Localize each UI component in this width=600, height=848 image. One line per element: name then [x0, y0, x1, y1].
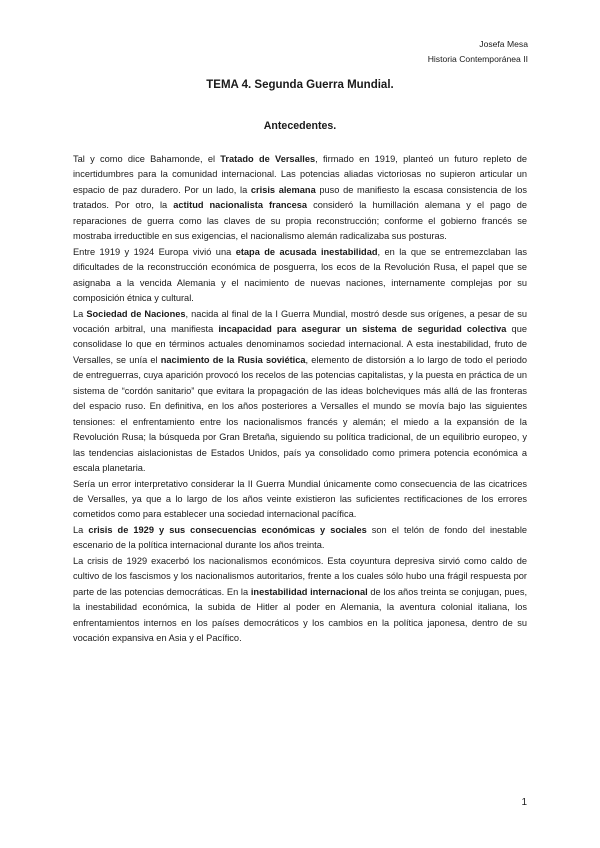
paragraph-text: de los años treinta se conjugan, pues, la inestabilidad económica, la subida de Hitler al poder en Alemania, la aventura colonial italiana, los enfrentamientos internos en los países democráticos y los cambios en la política japonesa, dentro de su vocación expansiva en Asia y el Pacífico. — [73, 586, 528, 644]
header-course: Historia Contemporánea II — [427, 54, 528, 64]
document-title: TEMA 4. Segunda Guerra Mundial. — [206, 79, 394, 91]
emphasis-text: actitud nacionalista francesa — [173, 200, 308, 211]
paragraph-text: Entre 1919 y 1924 Europa vivió una — [73, 246, 236, 257]
emphasis-text: nacimiento de la Rusia soviética — [160, 354, 306, 365]
paragraph-text: , firmado en 1919, planteó un futuro repleto de incertidumbres para la comunidad internacional. Las potencias aliadas victoriosas no supieron articular un espacio de paz duradero. Por un lado, la — [73, 154, 527, 195]
emphasis-text: crisis alemana — [250, 184, 316, 195]
body-paragraph — [73, 554, 527, 647]
body-paragraph — [73, 307, 527, 477]
body-paragraph — [73, 523, 527, 554]
paragraph-text: , elemento de distorsión a lo largo de todo el periodo de entreguerras, cuya aparición provocó los recelos de las potencias capitalistas, y la puesta en práctica de un sistema de “cordón sanitario” que evitara la propagación de las ideas bolcheviques más allá de las fronteras del espacio ruso. En definitiva, en los años posteriores a Versalles el mundo se movía bajo las siguientes tensiones: el enfrentamiento entre los nacionalismos francés y alemán; el miedo a la expansión de la Revolución Rusa; la búsqueda por Gran Bretaña, siguiendo su política tradicional, de un equilibrio europeo, y las tendencias aislacionistas de Estados Unidos, país ya consolidado como primera potencia económica a escala planetaria. — [73, 354, 527, 474]
emphasis-text: Tratado de Versalles — [220, 154, 316, 164]
paragraph-text: Sería un error interpretativo considerar la II Guerra Mundial únicamente como consecuencia de las cicatrices de Versalles, ya que a lo largo de los años veinte existieron las suficientes rectificaciones de los errores cometidos como para establecer una sociedad internacional pacífica. — [73, 478, 527, 520]
paragraph-text: La — [73, 524, 89, 535]
page-number: 1 — [521, 797, 527, 808]
body-paragraph — [73, 152, 527, 245]
emphasis-text: inestabilidad internacional — [250, 586, 368, 597]
body-paragraph — [73, 245, 527, 307]
emphasis-text: etapa de acusada inestabilidad — [235, 246, 378, 257]
body-paragraph — [73, 477, 527, 523]
document-body — [73, 152, 527, 647]
paragraph-text: puso de manifiesto la escasa consistencia de los tratados. Por otro, la — [73, 184, 528, 211]
paragraph-text: que consolidase lo que en términos actuales denominamos sociedad internacional. A esta inestabilidad, fruto de Versalles, se unía el — [73, 323, 527, 365]
paragraph-text: La crisis de 1929 exacerbó los nacionalismos económicos. Esta coyuntura depresiva sirvió como caldo de cultivo de los fascismos y los nacionalismos autoritarios, frente a los cuales sólo hubo una frágil respuesta por parte de las potencias democráticas. En la — [73, 555, 527, 597]
page-header — [428, 37, 528, 67]
paragraph-text: Tal y como dice Bahamonde, el — [73, 154, 221, 164]
emphasis-text: Sociedad de Naciones — [86, 308, 186, 319]
section-title: Antecedentes. — [263, 120, 337, 132]
paragraph-text: consideró la humillación alemana y el pago de reparaciones de guerra como las claves de su propia reconstrucción; conforme el gobierno francés se mostraba irreductible en sus exigencias, el nacionalismo alemán radicalizaba sus posturas. — [73, 200, 527, 242]
emphasis-text: incapacidad para asegurar un sistema de seguridad colectiva — [218, 323, 507, 334]
emphasis-text: crisis de 1929 y sus consecuencias económicas y sociales — [88, 524, 367, 535]
paragraph-text: son el telón de fondo del inestable escenario de la política internacional durante los años treinta. — [73, 524, 528, 551]
paragraph-text: , en la que se entremezclaban las dificultades de la reconstrucción económica de posguerra, los ecos de la Revolución Rusa, el papel que se asignaba a la vencida Alemania y el nacimiento de nuevas naciones, internamente complejas por su composición étnica y cultural. — [73, 246, 528, 304]
paragraph-text: , nacida al final de la I Guerra Mundial, mostró desde sus orígenes, a pesar de su vocación arbitral, una manifiesta — [73, 308, 528, 334]
paragraph-text: La — [73, 308, 87, 319]
header-author: Josefa Mesa — [479, 39, 528, 49]
